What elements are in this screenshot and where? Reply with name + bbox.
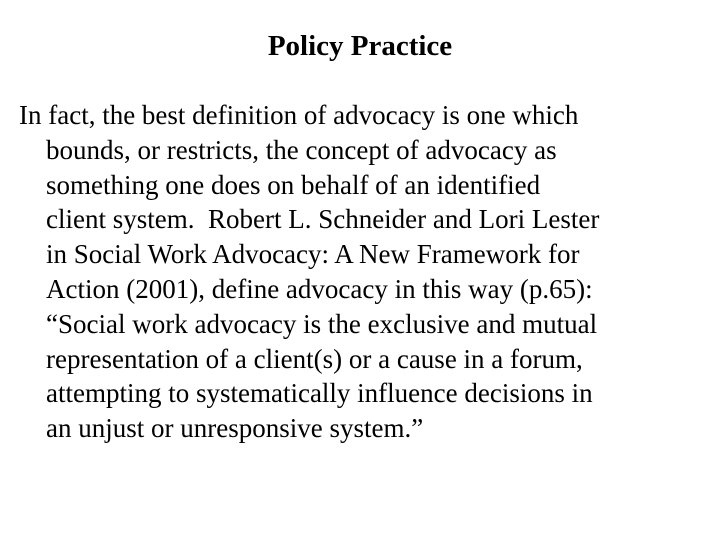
- body-line: an unjust or unresponsive system.”: [46, 413, 424, 444]
- body-line: attempting to systematically influence decisions in: [46, 378, 593, 409]
- body-line: Action (2001), define advocacy in this way (p.65):: [46, 273, 593, 304]
- body-line: in Social Work Advocacy: A New Framework for: [46, 239, 580, 270]
- body-paragraph: [19, 98, 709, 446]
- body-line: bounds, or restricts, the concept of advocacy as: [46, 134, 557, 165]
- slide-title: Policy Practice: [267, 30, 453, 62]
- body-line: “Social work advocacy is the exclusive and mutual: [46, 308, 598, 339]
- body-line: In fact, the best definition of advocacy is one which: [19, 100, 579, 130]
- body-line: representation of a client(s) or a cause in a forum,: [46, 343, 583, 374]
- body-line: client system. Robert L. Schneider and Lori Lester: [46, 204, 600, 235]
- body-line: something one does on behalf of an identified: [46, 169, 541, 200]
